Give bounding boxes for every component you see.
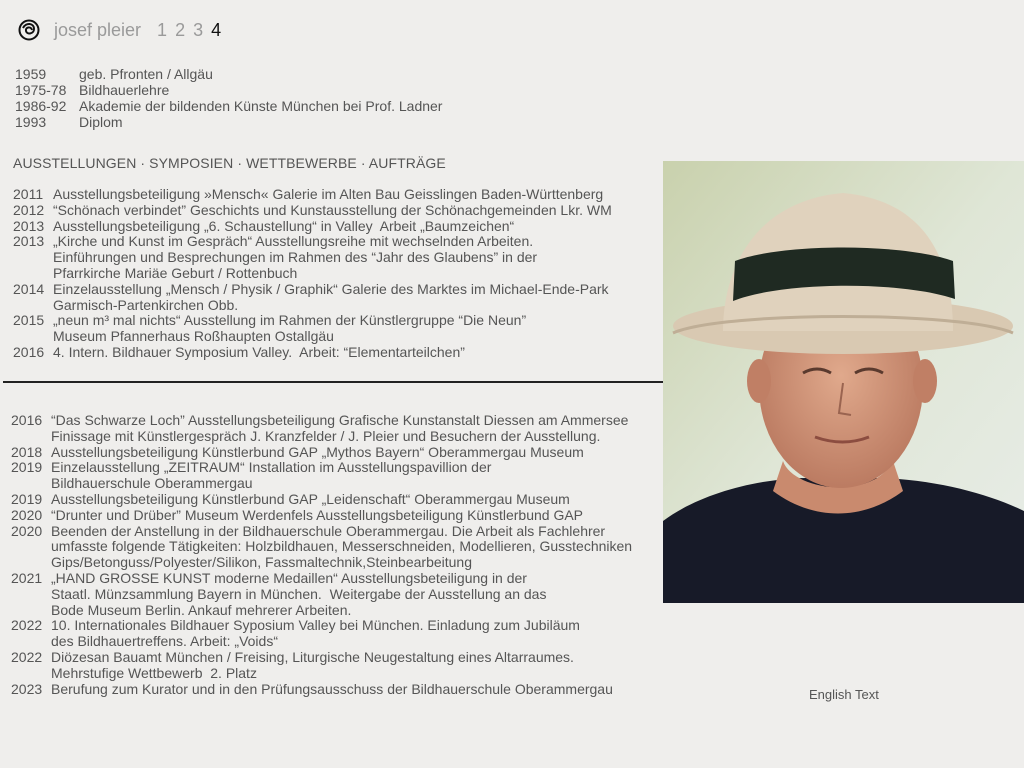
english-text-link[interactable]: English Text [809,687,879,702]
exhibition-entry-line [11,666,632,682]
exhibition-year [11,634,51,650]
exhibition-entry-line [11,587,632,603]
exhibition-year [13,250,53,266]
page-link-3[interactable]: 3 [193,19,204,40]
exhibition-year: 2022 [11,648,43,665]
exhibition-entry-line [13,234,612,250]
exhibition-text: „HAND GROSSE KUNST moderne Medaillen“ Ausstellungsbeteiligung in der [51,569,527,586]
exhibition-text: Einzelausstellung „Mensch / Physik / Graphik“ Galerie des Marktes im Michael-Ende-Park [53,280,609,297]
exhibition-entry-line [13,313,612,329]
section-heading: AUSSTELLUNGEN · SYMPOSIEN · WETTBEWERBE · AUFTRÄGE [13,155,446,171]
exhibition-entry-line [13,266,612,282]
exhibition-year: 2015 [13,312,45,329]
exhibition-year: 2019 [11,459,43,476]
exhibition-text: Bildhauerschule Oberammergau [51,475,253,492]
exhibition-text: Pfarrkirche Mariäe Geburt / Rottenbuch [53,264,298,281]
exhibition-entry-line [11,539,632,555]
exhibition-year [11,587,51,603]
exhibition-text: “Das Schwarze Loch” Ausstellungsbeteiligung Grafische Kunstanstalt Diessen am Ammersee [51,412,629,428]
exhibition-text: Bode Museum Berlin. Ankauf mehrerer Arbeiten. [51,601,352,618]
exhibition-entry-line [11,524,632,540]
page-nav [157,20,229,41]
exhibition-year: 2013 [13,217,45,234]
exhibition-year: 2013 [13,233,45,250]
exhibition-year [11,539,51,555]
exhibition-year: 2020 [11,506,43,523]
bio-list [15,66,442,130]
bio-row [15,114,442,130]
exhibition-year: 2011 [13,186,44,202]
exhibition-entry-line [11,508,632,524]
exhibition-text: Garmisch-Partenkirchen Obb. [53,296,239,313]
knot-logo-icon[interactable] [18,19,40,41]
exhibition-entry-line [11,445,632,461]
artist-portrait-photo [663,161,1024,603]
exhibition-text: des Bildhauertreffens. Arbeit: „Voids“ [51,633,278,650]
exhibition-text: umfasste folgende Tätigkeiten: Holzbildhauen, Messerschneiden, Modellieren, Gusstechniken [51,538,633,555]
exhibition-year: 2020 [11,522,43,539]
exhibition-entry-line [11,618,632,634]
exhibition-year [13,329,53,345]
exhibition-year [11,476,51,492]
exhibition-entry-line [11,460,632,476]
exhibition-entry-line [13,219,612,235]
exhibitions-list-1 [13,187,612,361]
page-link-1[interactable]: 1 [157,19,168,40]
site-header [18,17,229,43]
exhibition-year [11,666,51,682]
bio-row [15,98,442,114]
exhibition-year: 2018 [11,443,43,460]
exhibition-text: „neun m³ mal nichts“ Ausstellung im Rahmen der Künstlergruppe “Die Neun” [53,312,527,329]
bio-year: 1975-78 [15,82,67,98]
exhibition-year: 2012 [13,201,45,218]
exhibition-text: Einzelausstellung „ZEITRAUM“ Installation im Ausstellungspavillion der [51,459,492,476]
exhibition-entry-line [13,298,612,314]
exhibition-entry-line [11,476,632,492]
exhibition-entry-line [11,413,632,429]
exhibition-text: Ausstellungsbeteiligung „6. Schaustellung“ in Valley Arbeit „Baumzeichen“ [53,217,515,234]
exhibition-text: Finissage mit Künstlergespräch J. Kranzfelder / J. Pleier und Besuchern der Ausstellung. [51,427,601,444]
bio-text: Akademie der bildenden Künste München bei Prof. Ladner [79,98,443,114]
exhibition-entry-line [11,555,632,571]
bio-row [15,82,442,98]
exhibition-text: 4. Intern. Bildhauer Symposium Valley. Arbeit: “Elementarteilchen” [53,343,465,360]
exhibition-text: “Schönach verbindet” Geschichts und Kunstausstellung der Schönachgemeinden Lkr. WM [53,201,612,218]
bio-year: 1993 [15,114,47,130]
page-link-4[interactable]: 4 [211,19,222,40]
exhibition-entry-line [13,282,612,298]
bio-text: Bildhauerlehre [79,82,170,98]
bio-text: geb. Pfronten / Allgäu [79,66,213,82]
exhibition-text: Ausstellungsbeteiligung Künstlerbund GAP „Mythos Bayern“ Oberammergau Museum [51,443,584,460]
exhibition-year [11,603,51,619]
exhibition-text: Museum Pfannerhaus Roßhaupten Ostallgäu [53,328,334,345]
exhibition-text: “Drunter und Drüber” Museum Werdenfels Ausstellungsbeteiligung Künstlerbund GAP [51,506,584,523]
exhibition-text: 10. Internationales Bildhauer Syposium Valley bei München. Einladung zum Jubiläum [51,617,580,634]
exhibition-text: Ausstellungsbeteiligung Künstlerbund GAP „Leidenschaft“ Oberammergau Museum [51,490,570,507]
exhibition-year: 2014 [13,280,45,297]
exhibition-entry-line [11,650,632,666]
exhibition-year [11,429,51,445]
exhibition-text: Gips/Betonguss/Polyester/Silikon, Fassmaltechnik,Steinbearbeitung [51,554,472,571]
exhibition-year [11,555,51,571]
exhibition-text: Mehrstufige Wettbewerb 2. Platz [51,664,257,681]
exhibition-year: 2023 [11,680,43,697]
site-name-link[interactable]: josef pleier [54,19,142,40]
exhibitions-list-2 [11,413,632,697]
exhibition-entry-line [11,492,632,508]
exhibition-entry-line [13,250,612,266]
exhibition-entry-line [13,345,612,361]
exhibition-text: Staatl. Münzsammlung Bayern in München. Weitergabe der Ausstellung an das [51,585,547,602]
exhibition-entry-line [11,571,632,587]
exhibition-text: Berufung zum Kurator und in den Prüfungsausschuss der Bildhauerschule Oberammergau [51,680,613,697]
bio-year: 1986-92 [15,98,67,114]
exhibition-entry-line [11,603,632,619]
exhibition-text: Beenden der Anstellung in der Bildhauerschule Oberammergau. Die Arbeit als Fachlehrer [51,522,606,539]
bio-year: 1959 [15,66,47,82]
exhibition-year: 2019 [11,490,43,507]
exhibition-text: „Kirche und Kunst im Gespräch“ Ausstellungsreihe mit wechselnden Arbeiten. [53,233,534,250]
exhibition-year [13,266,53,282]
exhibition-text: Einführungen und Besprechungen im Rahmen des “Jahr des Glaubens” in der [53,249,538,266]
exhibition-entry-line [11,682,632,698]
exhibition-entry-line [13,203,612,219]
bio-row [15,66,442,82]
exhibition-entry-line [11,429,632,445]
exhibition-year: 2016 [13,343,45,360]
exhibition-text: Ausstellungsbeteiligung »Mensch« Galerie im Alten Bau Geisslingen Baden-Württenberg [53,186,604,202]
exhibition-year: 2021 [11,569,43,586]
section-divider [3,381,663,383]
page-link-2[interactable]: 2 [175,19,186,40]
exhibition-entry-line [13,329,612,345]
exhibition-text: Diözesan Bauamt München / Freising, Liturgische Neugestaltung eines Altarraumes. [51,648,574,665]
exhibition-year: 2016 [11,412,43,428]
exhibition-year [13,298,53,314]
bio-text: Diplom [79,114,123,130]
exhibition-entry-line [11,634,632,650]
exhibition-year: 2022 [11,617,43,634]
exhibition-entry-line [13,187,612,203]
